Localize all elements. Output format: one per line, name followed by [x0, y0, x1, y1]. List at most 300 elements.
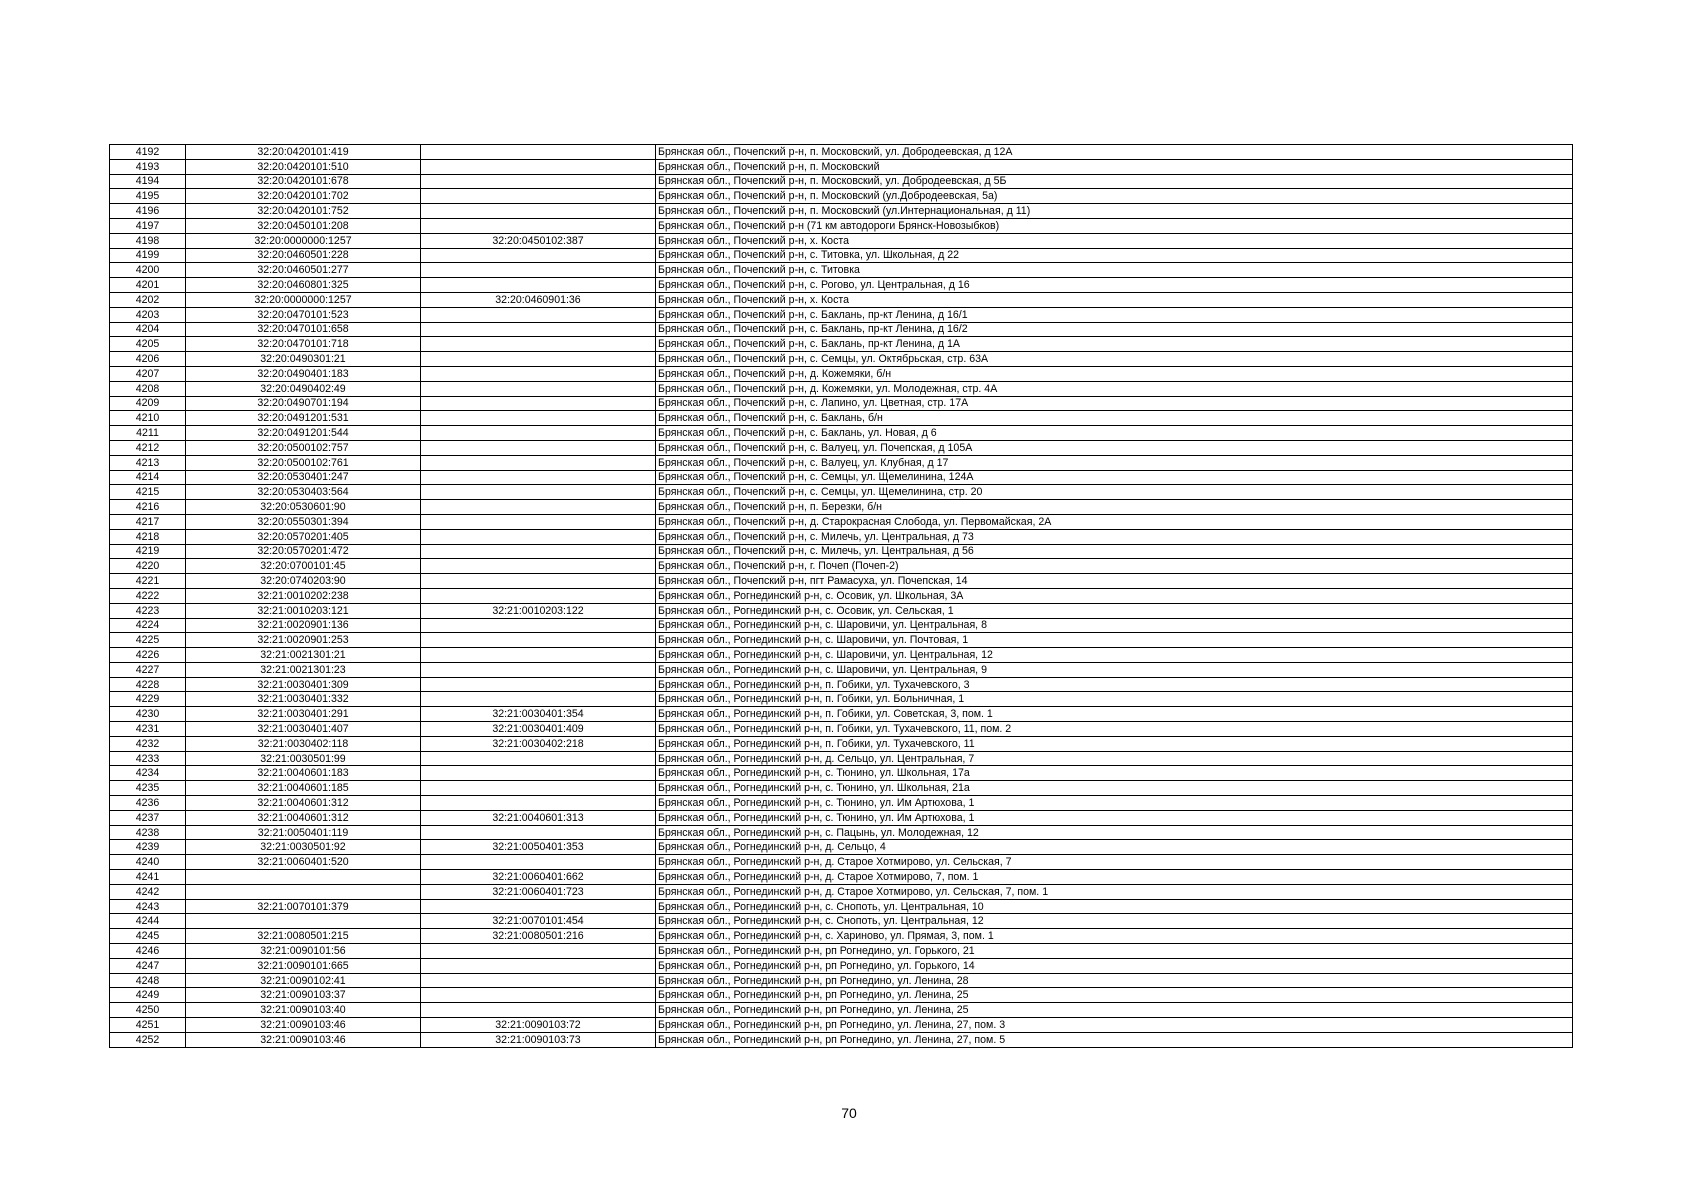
- row-number-cell: 4213: [110, 455, 186, 470]
- related-cadastral-number-cell: [421, 366, 656, 381]
- cadastral-number-cell: 32:21:0050401:119: [186, 825, 421, 840]
- row-number-cell: 4233: [110, 751, 186, 766]
- related-cadastral-number-cell: 32:21:0060401:662: [421, 870, 656, 885]
- cadastral-number-cell: 32:20:0530401:247: [186, 470, 421, 485]
- row-number-cell: 4234: [110, 766, 186, 781]
- cadastral-number-cell: 32:20:0450101:208: [186, 218, 421, 233]
- row-number-cell: 4214: [110, 470, 186, 485]
- cadastral-number-cell: 32:21:0020901:253: [186, 633, 421, 648]
- related-cadastral-number-cell: [421, 411, 656, 426]
- table-row: [110, 662, 1573, 677]
- address-cell: Брянская обл., Рогнединский р-н, д. Старое Хотмирово, ул. Сельская, 7: [656, 855, 1573, 870]
- address-cell: Брянская обл., Почепский р-н, х. Коста: [656, 292, 1573, 307]
- address-cell: Брянская обл., Почепский р-н, с. Валуец, ул. Клубная, д 17: [656, 455, 1573, 470]
- address-cell: Брянская обл., Почепский р-н, с. Баклань, пр-кт Ленина, д 16/2: [656, 322, 1573, 337]
- related-cadastral-number-cell: [421, 470, 656, 485]
- address-cell: Брянская обл., Почепский р-н, х. Коста: [656, 233, 1573, 248]
- table-row: [110, 958, 1573, 973]
- row-number-cell: 4211: [110, 426, 186, 441]
- cadastral-number-cell: 32:20:0460501:228: [186, 248, 421, 263]
- address-cell: Брянская обл., Рогнединский р-н, с. Хариново, ул. Прямая, 3, пом. 1: [656, 929, 1573, 944]
- table-row: [110, 485, 1573, 500]
- cadastral-number-cell: 32:20:0490402:49: [186, 381, 421, 396]
- table-row: [110, 426, 1573, 441]
- related-cadastral-number-cell: 32:20:0450102:387: [421, 233, 656, 248]
- table-row: [110, 322, 1573, 337]
- related-cadastral-number-cell: [421, 618, 656, 633]
- related-cadastral-number-cell: [421, 485, 656, 500]
- address-cell: Брянская обл., Почепский р-н, п. Березки, б/н: [656, 500, 1573, 515]
- address-cell: Брянская обл., Рогнединский р-н, п. Гобики, ул. Тухачевского, 11, пом. 2: [656, 722, 1573, 737]
- related-cadastral-number-cell: [421, 248, 656, 263]
- table-row: [110, 174, 1573, 189]
- cadastral-number-cell: 32:20:0420101:702: [186, 189, 421, 204]
- address-cell: Брянская обл., Почепский р-н, п. Московский, ул. Добродеевская, д 5Б: [656, 174, 1573, 189]
- row-number-cell: 4243: [110, 899, 186, 914]
- table-row: [110, 736, 1573, 751]
- row-number-cell: 4223: [110, 603, 186, 618]
- cadastral-number-cell: 32:21:0040601:183: [186, 766, 421, 781]
- related-cadastral-number-cell: [421, 988, 656, 1003]
- row-number-cell: 4246: [110, 944, 186, 959]
- row-number-cell: 4207: [110, 366, 186, 381]
- table-row: [110, 559, 1573, 574]
- cadastral-number-cell: 32:20:0470101:658: [186, 322, 421, 337]
- cadastral-number-cell: 32:20:0000000:1257: [186, 292, 421, 307]
- address-cell: Брянская обл., Почепский р-н, п. Московский (ул.Интернациональная, д 11): [656, 204, 1573, 219]
- related-cadastral-number-cell: 32:21:0050401:353: [421, 840, 656, 855]
- row-number-cell: 4231: [110, 722, 186, 737]
- related-cadastral-number-cell: [421, 559, 656, 574]
- table-row: [110, 544, 1573, 559]
- address-cell: Брянская обл., Почепский р-н, п. Московский: [656, 159, 1573, 174]
- cadastral-number-cell: 32:21:0090103:46: [186, 1032, 421, 1047]
- related-cadastral-number-cell: 32:21:0040601:313: [421, 810, 656, 825]
- row-number-cell: 4247: [110, 958, 186, 973]
- cadastral-number-cell: 32:21:0090103:46: [186, 1018, 421, 1033]
- cadastral-number-cell: 32:20:0470101:718: [186, 337, 421, 352]
- cadastral-number-cell: 32:20:0490401:183: [186, 366, 421, 381]
- related-cadastral-number-cell: [421, 396, 656, 411]
- address-cell: Брянская обл., Рогнединский р-н, п. Гобики, ул. Больничная, 1: [656, 692, 1573, 707]
- address-cell: Брянская обл., Рогнединский р-н, д. Сельцо, ул. Центральная, 7: [656, 751, 1573, 766]
- address-cell: Брянская обл., Рогнединский р-н, с. Тюнино, ул. Школьная, 17а: [656, 766, 1573, 781]
- row-number-cell: 4230: [110, 707, 186, 722]
- related-cadastral-number-cell: [421, 973, 656, 988]
- related-cadastral-number-cell: [421, 322, 656, 337]
- cadastral-number-cell: 32:21:0090101:665: [186, 958, 421, 973]
- table-row: [110, 692, 1573, 707]
- table-row: [110, 529, 1573, 544]
- cadastral-number-cell: 32:20:0460501:277: [186, 263, 421, 278]
- table-row: [110, 500, 1573, 515]
- related-cadastral-number-cell: [421, 796, 656, 811]
- registry-table-body: [110, 145, 1573, 1048]
- row-number-cell: 4217: [110, 514, 186, 529]
- table-row: [110, 204, 1573, 219]
- row-number-cell: 4219: [110, 544, 186, 559]
- row-number-cell: 4221: [110, 574, 186, 589]
- row-number-cell: 4197: [110, 218, 186, 233]
- table-row: [110, 944, 1573, 959]
- table-row: [110, 648, 1573, 663]
- row-number-cell: 4239: [110, 840, 186, 855]
- cadastral-number-cell: 32:20:0491201:544: [186, 426, 421, 441]
- cadastral-number-cell: 32:21:0021301:21: [186, 648, 421, 663]
- address-cell: Брянская обл., Рогнединский р-н, с. Тюнино, ул. Школьная, 21а: [656, 781, 1573, 796]
- table-row: [110, 988, 1573, 1003]
- related-cadastral-number-cell: [421, 677, 656, 692]
- address-cell: Брянская обл., Рогнединский р-н, с. Снопоть, ул. Центральная, 12: [656, 914, 1573, 929]
- cadastral-number-cell: 32:21:0070101:379: [186, 899, 421, 914]
- cadastral-number-cell: 32:20:0420101:678: [186, 174, 421, 189]
- table-row: [110, 189, 1573, 204]
- address-cell: Брянская обл., Почепский р-н, с. Милечь, ул. Центральная, д 56: [656, 544, 1573, 559]
- cadastral-number-cell: 32:20:0530403:564: [186, 485, 421, 500]
- related-cadastral-number-cell: [421, 174, 656, 189]
- row-number-cell: 4251: [110, 1018, 186, 1033]
- related-cadastral-number-cell: [421, 781, 656, 796]
- related-cadastral-number-cell: [421, 263, 656, 278]
- table-row: [110, 840, 1573, 855]
- cadastral-number-cell: 32:21:0060401:520: [186, 855, 421, 870]
- related-cadastral-number-cell: [421, 855, 656, 870]
- row-number-cell: 4242: [110, 884, 186, 899]
- table-row: [110, 751, 1573, 766]
- related-cadastral-number-cell: [421, 381, 656, 396]
- table-row: [110, 514, 1573, 529]
- table-row: [110, 574, 1573, 589]
- cadastral-number-cell: 32:20:0460801:325: [186, 278, 421, 293]
- table-row: [110, 366, 1573, 381]
- cadastral-number-cell: 32:21:0030402:118: [186, 736, 421, 751]
- related-cadastral-number-cell: [421, 944, 656, 959]
- address-cell: Брянская обл., Рогнединский р-н, д. Старое Хотмирово, ул. Сельская, 7, пом. 1: [656, 884, 1573, 899]
- address-cell: Брянская обл., Почепский р-н, с. Баклань, пр-кт Ленина, д 1А: [656, 337, 1573, 352]
- cadastral-number-cell: 32:21:0090102:41: [186, 973, 421, 988]
- related-cadastral-number-cell: [421, 662, 656, 677]
- table-row: [110, 884, 1573, 899]
- cadastral-number-cell: 32:21:0021301:23: [186, 662, 421, 677]
- table-row: [110, 707, 1573, 722]
- cadastral-number-cell: 32:21:0040601:185: [186, 781, 421, 796]
- address-cell: Брянская обл., Почепский р-н, п. Московский, ул. Добродеевская, д 12А: [656, 145, 1573, 160]
- cadastral-number-cell: 32:21:0040601:312: [186, 810, 421, 825]
- row-number-cell: 4218: [110, 529, 186, 544]
- row-number-cell: 4222: [110, 588, 186, 603]
- row-number-cell: 4202: [110, 292, 186, 307]
- row-number-cell: 4227: [110, 662, 186, 677]
- table-row: [110, 766, 1573, 781]
- related-cadastral-number-cell: [421, 825, 656, 840]
- table-row: [110, 633, 1573, 648]
- row-number-cell: 4250: [110, 1003, 186, 1018]
- row-number-cell: 4248: [110, 973, 186, 988]
- row-number-cell: 4245: [110, 929, 186, 944]
- address-cell: Брянская обл., Рогнединский р-н, рп Рогнедино, ул. Ленина, 28: [656, 973, 1573, 988]
- table-row: [110, 603, 1573, 618]
- table-row: [110, 292, 1573, 307]
- address-cell: Брянская обл., Рогнединский р-н, с. Тюнино, ул. Им Артюхова, 1: [656, 810, 1573, 825]
- table-row: [110, 929, 1573, 944]
- cadastral-number-cell: 32:21:0080501:215: [186, 929, 421, 944]
- address-cell: Брянская обл., Почепский р-н, д. Кожемяки, б/н: [656, 366, 1573, 381]
- cadastral-number-cell: 32:20:0500102:757: [186, 440, 421, 455]
- table-row: [110, 677, 1573, 692]
- row-number-cell: 4244: [110, 914, 186, 929]
- row-number-cell: 4229: [110, 692, 186, 707]
- address-cell: Брянская обл., Почепский р-н, с. Рогово, ул. Центральная, д 16: [656, 278, 1573, 293]
- table-row: [110, 381, 1573, 396]
- table-row: [110, 470, 1573, 485]
- cadastral-number-cell: 32:20:0740203:90: [186, 574, 421, 589]
- cadastral-number-cell: 32:21:0030501:99: [186, 751, 421, 766]
- related-cadastral-number-cell: [421, 218, 656, 233]
- address-cell: Брянская обл., Почепский р-н, с. Титовка: [656, 263, 1573, 278]
- related-cadastral-number-cell: [421, 189, 656, 204]
- row-number-cell: 4228: [110, 677, 186, 692]
- cadastral-number-cell: 32:20:0470101:523: [186, 307, 421, 322]
- cadastral-number-cell: [186, 914, 421, 929]
- cadastral-number-cell: 32:21:0030401:332: [186, 692, 421, 707]
- table-row: [110, 1003, 1573, 1018]
- address-cell: Брянская обл., Рогнединский р-н, д. Сельцо, 4: [656, 840, 1573, 855]
- address-cell: Брянская обл., Почепский р-н, с. Милечь, ул. Центральная, д 73: [656, 529, 1573, 544]
- table-row: [110, 218, 1573, 233]
- table-row: [110, 455, 1573, 470]
- address-cell: Брянская обл., Почепский р-н, с. Лапино, ул. Цветная, стр. 17А: [656, 396, 1573, 411]
- address-cell: Брянская обл., Почепский р-н, п. Московский (ул.Добродеевская, 5а): [656, 189, 1573, 204]
- related-cadastral-number-cell: 32:20:0460901:36: [421, 292, 656, 307]
- related-cadastral-number-cell: 32:21:0080501:216: [421, 929, 656, 944]
- address-cell: Брянская обл., Рогнединский р-н, рп Рогнедино, ул. Горького, 21: [656, 944, 1573, 959]
- related-cadastral-number-cell: [421, 426, 656, 441]
- related-cadastral-number-cell: 32:21:0060401:723: [421, 884, 656, 899]
- address-cell: Брянская обл., Рогнединский р-н, с. Шаровичи, ул. Почтовая, 1: [656, 633, 1573, 648]
- table-row: [110, 825, 1573, 840]
- address-cell: Брянская обл., Почепский р-н, с. Семцы, ул. Щемелинина, 124А: [656, 470, 1573, 485]
- row-number-cell: 4203: [110, 307, 186, 322]
- address-cell: Брянская обл., Почепский р-н, с. Баклань, ул. Новая, д 6: [656, 426, 1573, 441]
- cadastral-number-cell: 32:20:0490301:21: [186, 352, 421, 367]
- row-number-cell: 4205: [110, 337, 186, 352]
- address-cell: Брянская обл., Рогнединский р-н, с. Шаровичи, ул. Центральная, 8: [656, 618, 1573, 633]
- address-cell: Брянская обл., Рогнединский р-н, п. Гобики, ул. Советская, 3, пом. 1: [656, 707, 1573, 722]
- cadastral-number-cell: 32:20:0490701:194: [186, 396, 421, 411]
- related-cadastral-number-cell: [421, 204, 656, 219]
- related-cadastral-number-cell: [421, 1003, 656, 1018]
- row-number-cell: 4204: [110, 322, 186, 337]
- row-number-cell: 4195: [110, 189, 186, 204]
- related-cadastral-number-cell: [421, 337, 656, 352]
- row-number-cell: 4252: [110, 1032, 186, 1047]
- table-row: [110, 870, 1573, 885]
- table-row: [110, 396, 1573, 411]
- address-cell: Брянская обл., Почепский р-н (71 км автодороги Брянск-Новозыбков): [656, 218, 1573, 233]
- table-row: [110, 337, 1573, 352]
- cadastral-number-cell: 32:20:0491201:531: [186, 411, 421, 426]
- row-number-cell: 4220: [110, 559, 186, 574]
- related-cadastral-number-cell: [421, 352, 656, 367]
- table-row: [110, 248, 1573, 263]
- address-cell: Брянская обл., Рогнединский р-н, п. Гобики, ул. Тухачевского, 3: [656, 677, 1573, 692]
- related-cadastral-number-cell: [421, 633, 656, 648]
- table-row: [110, 781, 1573, 796]
- table-row: [110, 145, 1573, 160]
- table-row: [110, 899, 1573, 914]
- table-row: [110, 411, 1573, 426]
- row-number-cell: 4240: [110, 855, 186, 870]
- cadastral-number-cell: 32:20:0420101:419: [186, 145, 421, 160]
- related-cadastral-number-cell: 32:21:0030401:409: [421, 722, 656, 737]
- related-cadastral-number-cell: [421, 514, 656, 529]
- row-number-cell: 4216: [110, 500, 186, 515]
- related-cadastral-number-cell: 32:21:0010203:122: [421, 603, 656, 618]
- address-cell: Брянская обл., Рогнединский р-н, с. Осовик, ул. Школьная, 3А: [656, 588, 1573, 603]
- related-cadastral-number-cell: [421, 588, 656, 603]
- row-number-cell: 4200: [110, 263, 186, 278]
- related-cadastral-number-cell: [421, 307, 656, 322]
- cadastral-number-cell: 32:21:0030501:92: [186, 840, 421, 855]
- table-row: [110, 440, 1573, 455]
- row-number-cell: 4235: [110, 781, 186, 796]
- cadastral-number-cell: [186, 884, 421, 899]
- table-row: [110, 1032, 1573, 1047]
- cadastral-number-cell: 32:21:0030401:407: [186, 722, 421, 737]
- row-number-cell: 4241: [110, 870, 186, 885]
- row-number-cell: 4224: [110, 618, 186, 633]
- address-cell: Брянская обл., Рогнединский р-н, п. Гобики, ул. Тухачевского, 11: [656, 736, 1573, 751]
- table-row: [110, 855, 1573, 870]
- table-row: [110, 233, 1573, 248]
- row-number-cell: 4225: [110, 633, 186, 648]
- row-number-cell: 4237: [110, 810, 186, 825]
- address-cell: Брянская обл., Рогнединский р-н, рп Рогнедино, ул. Ленина, 27, пом. 5: [656, 1032, 1573, 1047]
- cadastral-number-cell: 32:20:0420101:510: [186, 159, 421, 174]
- address-cell: Брянская обл., Рогнединский р-н, рп Рогнедино, ул. Ленина, 25: [656, 988, 1573, 1003]
- row-number-cell: 4192: [110, 145, 186, 160]
- related-cadastral-number-cell: [421, 440, 656, 455]
- related-cadastral-number-cell: [421, 692, 656, 707]
- address-cell: Брянская обл., Рогнединский р-н, рп Рогнедино, ул. Горького, 14: [656, 958, 1573, 973]
- table-row: [110, 722, 1573, 737]
- table-row: [110, 352, 1573, 367]
- related-cadastral-number-cell: [421, 278, 656, 293]
- table-row: [110, 810, 1573, 825]
- address-cell: Брянская обл., Рогнединский р-н, с. Осовик, ул. Сельская, 1: [656, 603, 1573, 618]
- registry-table: [109, 144, 1573, 1048]
- cadastral-number-cell: 32:21:0030401:309: [186, 677, 421, 692]
- row-number-cell: 4194: [110, 174, 186, 189]
- related-cadastral-number-cell: [421, 574, 656, 589]
- address-cell: Брянская обл., Почепский р-н, пгт Рамасуха, ул. Почепская, 14: [656, 574, 1573, 589]
- table-row: [110, 973, 1573, 988]
- address-cell: Брянская обл., Рогнединский р-н, с. Шаровичи, ул. Центральная, 9: [656, 662, 1573, 677]
- cadastral-number-cell: 32:20:0530601:90: [186, 500, 421, 515]
- related-cadastral-number-cell: [421, 958, 656, 973]
- address-cell: Брянская обл., Почепский р-н, с. Семцы, ул. Щемелинина, стр. 20: [656, 485, 1573, 500]
- row-number-cell: 4210: [110, 411, 186, 426]
- row-number-cell: 4238: [110, 825, 186, 840]
- address-cell: Брянская обл., Рогнединский р-н, с. Пацынь, ул. Молодежная, 12: [656, 825, 1573, 840]
- cadastral-number-cell: 32:20:0700101:45: [186, 559, 421, 574]
- cadastral-number-cell: 32:20:0500102:761: [186, 455, 421, 470]
- address-cell: Брянская обл., Почепский р-н, с. Валуец, ул. Почепская, д 105А: [656, 440, 1573, 455]
- row-number-cell: 4193: [110, 159, 186, 174]
- row-number-cell: 4206: [110, 352, 186, 367]
- cadastral-number-cell: 32:20:0550301:394: [186, 514, 421, 529]
- table-row: [110, 159, 1573, 174]
- address-cell: Брянская обл., Рогнединский р-н, с. Снопоть, ул. Центральная, 10: [656, 899, 1573, 914]
- row-number-cell: 4209: [110, 396, 186, 411]
- related-cadastral-number-cell: 32:21:0070101:454: [421, 914, 656, 929]
- related-cadastral-number-cell: 32:21:0030402:218: [421, 736, 656, 751]
- cadastral-number-cell: 32:20:0570201:472: [186, 544, 421, 559]
- address-cell: Брянская обл., Рогнединский р-н, рп Рогнедино, ул. Ленина, 25: [656, 1003, 1573, 1018]
- row-number-cell: 4199: [110, 248, 186, 263]
- row-number-cell: 4198: [110, 233, 186, 248]
- cadastral-number-cell: 32:21:0010202:238: [186, 588, 421, 603]
- table-row: [110, 618, 1573, 633]
- cadastral-number-cell: 32:21:0090103:40: [186, 1003, 421, 1018]
- related-cadastral-number-cell: [421, 455, 656, 470]
- table-row: [110, 278, 1573, 293]
- cadastral-number-cell: [186, 870, 421, 885]
- table-row: [110, 263, 1573, 278]
- address-cell: Брянская обл., Рогнединский р-н, д. Старое Хотмирово, 7, пом. 1: [656, 870, 1573, 885]
- address-cell: Брянская обл., Почепский р-н, д. Старокрасная Слобода, ул. Первомайская, 2А: [656, 514, 1573, 529]
- related-cadastral-number-cell: [421, 529, 656, 544]
- related-cadastral-number-cell: [421, 544, 656, 559]
- address-cell: Брянская обл., Почепский р-н, д. Кожемяки, ул. Молодежная, стр. 4А: [656, 381, 1573, 396]
- row-number-cell: 4232: [110, 736, 186, 751]
- row-number-cell: 4201: [110, 278, 186, 293]
- table-row: [110, 914, 1573, 929]
- related-cadastral-number-cell: [421, 648, 656, 663]
- row-number-cell: 4208: [110, 381, 186, 396]
- cadastral-number-cell: 32:21:0040601:312: [186, 796, 421, 811]
- cadastral-number-cell: 32:20:0570201:405: [186, 529, 421, 544]
- row-number-cell: 4212: [110, 440, 186, 455]
- address-cell: Брянская обл., Почепский р-н, с. Баклань, б/н: [656, 411, 1573, 426]
- address-cell: Брянская обл., Рогнединский р-н, с. Тюнино, ул. Им Артюхова, 1: [656, 796, 1573, 811]
- cadastral-number-cell: 32:21:0090101:56: [186, 944, 421, 959]
- related-cadastral-number-cell: [421, 500, 656, 515]
- cadastral-number-cell: 32:20:0420101:752: [186, 204, 421, 219]
- related-cadastral-number-cell: 32:21:0030401:354: [421, 707, 656, 722]
- related-cadastral-number-cell: [421, 145, 656, 160]
- related-cadastral-number-cell: [421, 899, 656, 914]
- related-cadastral-number-cell: [421, 159, 656, 174]
- cadastral-number-cell: 32:21:0090103:37: [186, 988, 421, 1003]
- row-number-cell: 4196: [110, 204, 186, 219]
- row-number-cell: 4226: [110, 648, 186, 663]
- cadastral-number-cell: 32:21:0010203:121: [186, 603, 421, 618]
- table-row: [110, 796, 1573, 811]
- row-number-cell: 4215: [110, 485, 186, 500]
- cadastral-number-cell: 32:21:0030401:291: [186, 707, 421, 722]
- address-cell: Брянская обл., Рогнединский р-н, рп Рогнедино, ул. Ленина, 27, пом. 3: [656, 1018, 1573, 1033]
- row-number-cell: 4249: [110, 988, 186, 1003]
- related-cadastral-number-cell: [421, 751, 656, 766]
- related-cadastral-number-cell: 32:21:0090103:73: [421, 1032, 656, 1047]
- address-cell: Брянская обл., Рогнединский р-н, с. Шаровичи, ул. Центральная, 12: [656, 648, 1573, 663]
- table-row: [110, 1018, 1573, 1033]
- address-cell: Брянская обл., Почепский р-н, с. Баклань, пр-кт Ленина, д 16/1: [656, 307, 1573, 322]
- address-cell: Брянская обл., Почепский р-н, г. Почеп (Почеп-2): [656, 559, 1573, 574]
- table-row: [110, 588, 1573, 603]
- related-cadastral-number-cell: 32:21:0090103:72: [421, 1018, 656, 1033]
